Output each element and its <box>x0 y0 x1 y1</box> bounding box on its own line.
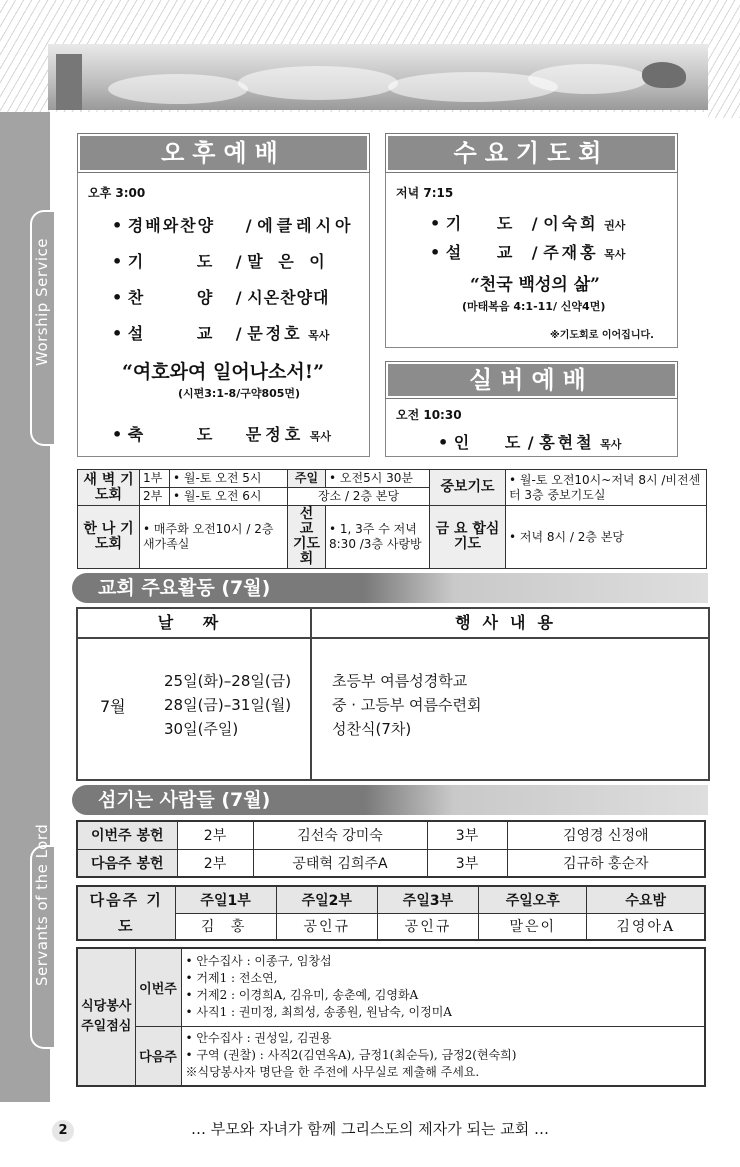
meal-this-week-list <box>181 948 705 1026</box>
tower-silhouette <box>56 54 82 110</box>
footer-motto: … 부모와 자녀가 함께 그리스도의 제자가 되는 교회 … <box>191 1120 549 1138</box>
sunday-label: 주일 <box>288 470 326 488</box>
afternoon-time: 오후 3:00 <box>88 186 146 200</box>
offering-row-label: 다음주 봉헌 <box>77 849 177 877</box>
activities-event-header: 행사내용 <box>312 609 708 639</box>
activities-events <box>332 669 481 741</box>
header-banner-image <box>48 44 708 110</box>
prayer-name: 말은이 <box>479 913 587 940</box>
prayer-name: 공인규 <box>377 913 478 940</box>
offering-names: 김선숙 강미숙 <box>253 821 427 849</box>
next-prayer-label: 다음주 기 도 <box>77 886 175 940</box>
wednesday-item-1: • 기 도 / 이숙희 권사 <box>430 214 626 233</box>
prayer-header: 주일3부 <box>377 886 478 913</box>
wednesday-item-2: • 설 교 / 주재홍 목사 <box>430 243 626 262</box>
offering-names: 김영경 신정애 <box>507 821 705 849</box>
sunday-place: 장소 / 2층 본당 <box>288 488 430 506</box>
prayer-schedule-table <box>77 469 707 569</box>
wednesday-title: 수요기도회 <box>386 134 677 172</box>
side-tab-worship <box>30 210 54 446</box>
silver-time: 오전 10:30 <box>396 408 462 422</box>
afternoon-item-3: • 찬 양 / 시온찬양대 <box>112 288 330 307</box>
prayer-name: 김영아A <box>587 913 705 940</box>
afternoon-title: 오후예배 <box>78 134 369 172</box>
activity-event-2: 중 · 고등부 여름수련회 <box>332 696 482 714</box>
meal-line: • 안수집사 : 이종구, 임창섭 <box>185 954 332 969</box>
meal-line: ※식당봉사자 명단을 한 주전에 사무실로 제출해 주세요. <box>185 1065 480 1080</box>
activity-date-3: 30일(주일) <box>164 720 239 738</box>
wednesday-note: ※기도회로 이어집니다. <box>550 330 654 341</box>
page-number: 2 <box>52 1120 74 1142</box>
meal-line: • 사직1 : 권미정, 최희성, 송종원, 원남숙, 이정미A <box>185 1005 452 1020</box>
activities-section-title: 교회 주요활동 (7월) <box>72 573 708 603</box>
side-tab-worship-text: Worship Service <box>33 237 51 366</box>
wednesday-time: 저녁 7:15 <box>396 186 454 200</box>
prayer-name: 김 홍 <box>175 913 276 940</box>
activities-dates <box>164 669 291 741</box>
mission-prayer-text: • 1, 3주 수 저녁8:30 /3층 사랑방 <box>326 506 430 569</box>
wednesday-scripture: (마태복음 4:1-11/ 신약4면) <box>462 300 606 313</box>
afternoon-sermon-title: “여호와여 일어나소서!” <box>122 361 324 383</box>
hanna-prayer-text: • 매주화 오전10시 / 2층 새가족실 <box>140 506 288 569</box>
meal-next-week-list <box>181 1026 705 1086</box>
intercession-text: • 월-토 오전10시~저녁 8시 /비전센터 3층 중보기도실 <box>506 470 707 506</box>
side-tab-servants-text: Servants of the Lord <box>33 823 51 986</box>
meal-line: • 거제2 : 이경희A, 김유미, 송춘예, 김영화A <box>185 988 419 1003</box>
afternoon-item-2: • 기 도 / 말 은 이 <box>112 252 325 271</box>
offering-part: 2부 <box>177 849 253 877</box>
activity-event-3: 성찬식(7차) <box>332 720 412 738</box>
activities-table <box>76 607 710 781</box>
offering-names: 공태혁 김희주A <box>253 849 427 877</box>
afternoon-item-1: • 경배와찬양 / 에클레시아 <box>112 216 355 235</box>
offering-table <box>76 820 706 878</box>
dawn-prayer-label: 새 벽 기도회 <box>78 470 140 506</box>
next-prayer-table <box>76 885 706 941</box>
offering-part: 2부 <box>177 821 253 849</box>
activity-event-1: 초등부 여름성경학교 <box>332 672 468 690</box>
afternoon-blessing: • 축 도 문정호 목사 <box>112 425 332 444</box>
afternoon-item-4: • 설 교 / 문정호 목사 <box>112 324 330 343</box>
hanna-prayer-label: 한 나 기도회 <box>78 506 140 569</box>
mission-prayer-label: 선 교 기도회 <box>288 506 326 569</box>
sunday-time: • 오전5시 30분 <box>326 470 430 488</box>
offering-part: 3부 <box>427 849 507 877</box>
afternoon-scripture: (시편3:1-8/구약805면) <box>178 387 301 400</box>
friday-prayer-label: 금 요 합심기도 <box>430 506 506 569</box>
meal-line: • 안수집사 : 권성일, 김권용 <box>185 1031 332 1046</box>
activities-date-header: 날 짜 <box>78 609 312 639</box>
offering-part: 3부 <box>427 821 507 849</box>
servants-section-title: 섬기는 사람들 (7월) <box>72 785 708 815</box>
activity-date-1: 25일(화)–28일(금) <box>164 672 292 690</box>
activities-month: 7월 <box>100 697 126 716</box>
dawn-part-2: 2부 <box>140 488 170 506</box>
dawn-part-2-time: • 월-토 오전 6시 <box>170 488 288 506</box>
meal-next-week-label: 다음주 <box>135 1026 181 1086</box>
prayer-header: 주일2부 <box>276 886 377 913</box>
prayer-header: 수요밤 <box>587 886 705 913</box>
offering-row-label: 이번주 봉헌 <box>77 821 177 849</box>
dawn-part-1: 1부 <box>140 470 170 488</box>
intercession-label: 중보기도 <box>430 470 506 506</box>
silver-item: • 인 도 / 홍현철 목사 <box>438 433 622 452</box>
prayer-header: 주일오후 <box>479 886 587 913</box>
meal-service-label: 식당봉사 주일점심 <box>77 948 135 1086</box>
meal-this-week-label: 이번주 <box>135 948 181 1026</box>
meal-line: • 거제1 : 전소연, <box>185 971 278 986</box>
friday-prayer-text: • 저녁 8시 / 2층 본당 <box>506 506 707 569</box>
wednesday-sermon-title: “천국 백성의 삶” <box>470 275 600 295</box>
side-tab-servants <box>30 823 54 1049</box>
silver-title: 실버예배 <box>386 362 677 398</box>
prayer-name: 공인규 <box>276 913 377 940</box>
dawn-part-1-time: • 월-토 오전 5시 <box>170 470 288 488</box>
activity-date-2: 28일(금)–31일(월) <box>164 696 292 714</box>
prayer-header: 주일1부 <box>175 886 276 913</box>
heart-cloud <box>642 62 686 88</box>
offering-names: 김규하 홍순자 <box>507 849 705 877</box>
meal-service-table <box>76 947 706 1087</box>
meal-line: • 구역 (권찰) : 사직2(김연옥A), 금정1(최순득), 금정2(현숙희) <box>185 1048 517 1063</box>
